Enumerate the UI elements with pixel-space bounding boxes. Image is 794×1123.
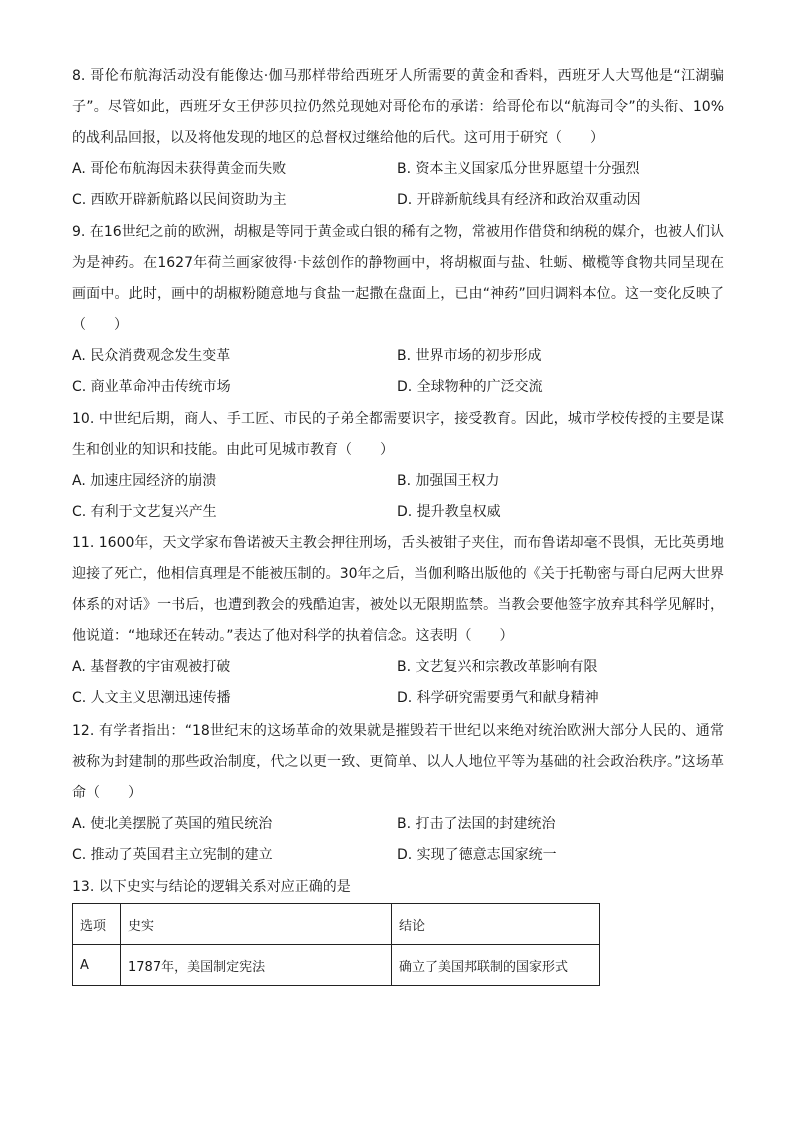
table-header-conclusion: 结论 [392, 904, 600, 945]
table-header-option: 选项 [73, 904, 121, 945]
question-12-stem: 12. 有学者指出：“18世纪末的这场革命的效果就是摧毁若干世纪以来绝对统治欧洲大部分人民的、通常被称为封建制的那些政治制度，代之以更一致、更简单、以人人地位平等为基础的社会政治秩序。”这场革命（ ） [72, 723, 724, 801]
question-11-option-b: B. 文艺复兴和宗教改革影响有限 [397, 659, 598, 675]
question-11 [72, 528, 724, 714]
question-10-options [72, 466, 724, 528]
question-9-option-b: B. 世界市场的初步形成 [397, 348, 542, 364]
question-13-table [72, 903, 600, 986]
question-9-option-c: C. 商业革命冲击传统市场 [72, 379, 231, 395]
question-10-option-b: B. 加强国王权力 [397, 473, 500, 489]
question-12-option-c: C. 推动了英国君主立宪制的建立 [72, 847, 273, 863]
question-12-option-d: D. 实现了德意志国家统一 [397, 847, 557, 863]
question-10-option-a: A. 加速庄园经济的崩溃 [72, 473, 217, 489]
question-12-option-b: B. 打击了法国的封建统治 [397, 816, 556, 832]
question-13-stem: 13. 以下史实与结论的逻辑关系对应正确的是 [72, 879, 351, 895]
table-cell-option: A [73, 945, 121, 986]
question-11-option-a: A. 基督教的宇宙观被打破 [72, 659, 231, 675]
question-11-options [72, 652, 724, 714]
question-8-option-c: C. 西欧开辟新航路以民间资助为主 [72, 192, 287, 208]
question-8-option-d: D. 开辟新航线具有经济和政治双重动因 [397, 192, 641, 208]
table-header-row [73, 904, 600, 945]
question-12 [72, 716, 724, 871]
question-12-option-a: A. 使北美摆脱了英国的殖民统治 [72, 816, 273, 832]
question-10-option-d: D. 提升教皇权威 [397, 504, 501, 520]
question-8-stem: 8. 哥伦布航海活动没有能像达·伽马那样带给西班牙人所需要的黄金和香料，西班牙人大骂他是“江湖骗子”。尽管如此，西班牙女王伊莎贝拉仍然兑现她对哥伦布的承诺：给哥伦布以“航海司令”的头衔、10%的战利品回报，以及将他发现的地区的总督权过继给他的后代。这可用于研究（ ） [72, 68, 724, 146]
question-11-stem: 11. 1600年，天文学家布鲁诺被天主教会押往刑场，舌头被钳子夹住，而布鲁诺却毫不畏惧，无比英勇地迎接了死亡，他相信真理是不能被压制的。30年之后，当伽利略出版他的《关于托勒密与哥白尼两大世界体系的对话》一书后，也遭到教会的残酷迫害，被处以无限期监禁。当教会要他签字放弃其科学见解时，他说道：“地球还在转动。”表达了他对科学的执着信念。这表明（ ） [72, 535, 724, 644]
question-9-option-d: D. 全球物种的广泛交流 [397, 379, 543, 395]
table-cell-fact: 1787年，美国制定宪法 [121, 945, 392, 986]
question-11-option-c: C. 人文主义思潮迅速传播 [72, 690, 231, 706]
question-9 [72, 217, 724, 403]
table-cell-conclusion: 确立了美国邦联制的国家形式 [392, 945, 600, 986]
question-12-options [72, 809, 724, 871]
question-8-option-a: A. 哥伦布航海因未获得黄金而失败 [72, 161, 287, 177]
question-10-stem: 10. 中世纪后期，商人、手工匠、市民的子弟全都需要识字，接受教育。因此，城市学校传授的主要是谋生和创业的知识和技能。由此可见城市教育（ ） [72, 411, 724, 458]
question-8-option-b: B. 资本主义国家瓜分世界愿望十分强烈 [397, 161, 640, 177]
question-13 [72, 872, 724, 903]
table-row [73, 945, 600, 986]
question-10 [72, 404, 724, 528]
table-header-fact: 史实 [121, 904, 392, 945]
question-8-options [72, 154, 724, 216]
question-8 [72, 61, 724, 216]
question-10-option-c: C. 有利于文艺复兴产生 [72, 504, 217, 520]
question-9-stem: 9. 在16世纪之前的欧洲，胡椒是等同于黄金或白银的稀有之物，常被用作借贷和纳税的媒介，也被人们认为是神药。在1627年荷兰画家彼得·卡兹创作的静物画中，将胡椒面与盐、牡蛎、橄榄等食物共同呈现在画面中。此时，画中的胡椒粉随意地与食盐一起撒在盘面上，已由“神药”回归调料本位。这一变化反映了（ ） [72, 224, 724, 333]
question-9-options [72, 341, 724, 403]
question-11-option-d: D. 科学研究需要勇气和献身精神 [397, 690, 599, 706]
question-9-option-a: A. 民众消费观念发生变革 [72, 348, 231, 364]
